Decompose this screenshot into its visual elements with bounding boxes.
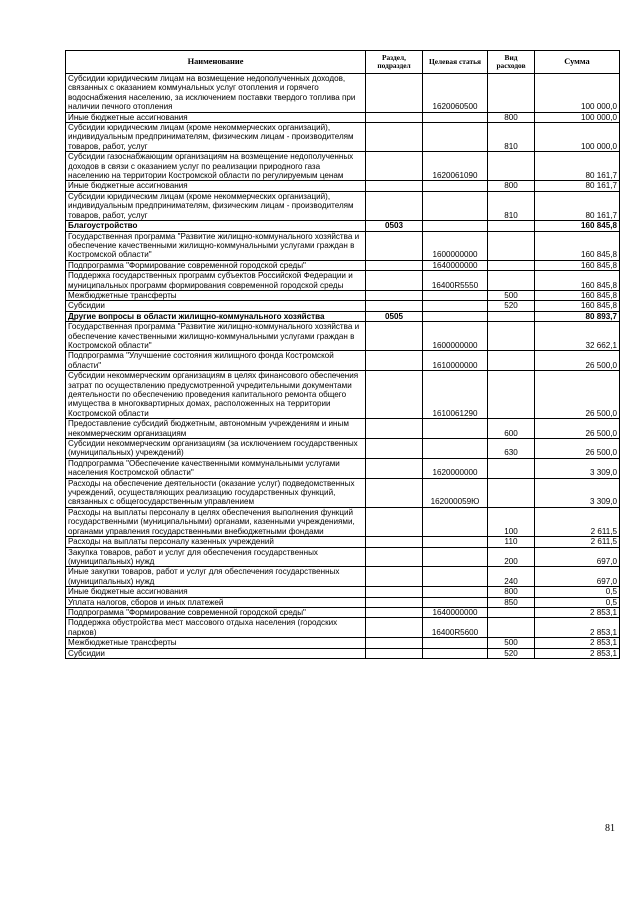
table-row (66, 322, 620, 351)
cell-section (366, 231, 423, 260)
cell-kind: 800 (488, 587, 535, 597)
page-number: 81 (605, 823, 615, 834)
cell-kind (488, 371, 535, 419)
cell-target: 1610061290 (423, 371, 488, 419)
cell-section (366, 112, 423, 122)
cell-section (366, 419, 423, 439)
cell-target (423, 648, 488, 658)
cell-kind (488, 322, 535, 351)
cell-section (366, 507, 423, 536)
cell-sum: 2 853,1 (535, 638, 620, 648)
cell-name: Уплата налогов, сборов и иных платежей (66, 597, 366, 607)
cell-section (366, 458, 423, 478)
cell-name: Подпрограмма "Обеспечение качественными коммунальными услугами населения Костромской области" (66, 458, 366, 478)
cell-sum: 697,0 (535, 567, 620, 587)
cell-name: Закупка товаров, работ и услуг для обеспечения государственных (муниципальных) нужд (66, 547, 366, 567)
cell-section (366, 567, 423, 587)
table-row (66, 152, 620, 181)
cell-target: 162000059Ю (423, 478, 488, 507)
cell-target: 1640000000 (423, 260, 488, 270)
table-row (66, 112, 620, 122)
table-row (66, 290, 620, 300)
cell-name: Государственная программа "Развитие жилищно-коммунального хозяйства и обеспечение качественными жилищно-коммунальными услугами граждан в Костромской области" (66, 231, 366, 260)
header-target: Целевая статья (423, 51, 488, 74)
cell-sum: 160 845,8 (535, 301, 620, 311)
cell-kind: 810 (488, 191, 535, 220)
cell-name: Субсидии юридическим лицам (кроме некоммерческих организаций), индивидуальным предпринимателям, физическим лицам - производителям товаров, работ, услуг (66, 123, 366, 152)
cell-target (423, 439, 488, 459)
table-row (66, 123, 620, 152)
cell-kind (488, 351, 535, 371)
table-row (66, 567, 620, 587)
cell-name: Межбюджетные трансферты (66, 638, 366, 648)
cell-name: Иные закупки товаров, работ и услуг для обеспечения государственных (муниципальных) нужд (66, 567, 366, 587)
cell-name: Межбюджетные трансферты (66, 290, 366, 300)
cell-kind (488, 478, 535, 507)
cell-sum: 26 500,0 (535, 439, 620, 459)
cell-sum: 3 309,0 (535, 478, 620, 507)
table-row (66, 547, 620, 567)
cell-sum: 160 845,8 (535, 290, 620, 300)
table-row (66, 311, 620, 321)
cell-sum: 3 309,0 (535, 458, 620, 478)
cell-section (366, 271, 423, 291)
cell-section (366, 74, 423, 113)
table-row (66, 648, 620, 658)
cell-sum: 100 000,0 (535, 123, 620, 152)
cell-sum: 26 500,0 (535, 419, 620, 439)
table-row (66, 537, 620, 547)
cell-kind: 850 (488, 597, 535, 607)
cell-name: Подпрограмма "Формирование современной городской среды" (66, 260, 366, 270)
table-row (66, 478, 620, 507)
cell-section (366, 123, 423, 152)
cell-section: 0503 (366, 221, 423, 231)
cell-sum: 160 845,8 (535, 260, 620, 270)
cell-name: Субсидии (66, 301, 366, 311)
cell-kind (488, 311, 535, 321)
table-row (66, 618, 620, 638)
cell-kind: 520 (488, 301, 535, 311)
cell-section (366, 371, 423, 419)
cell-name: Подпрограмма "Формирование современной городской среды" (66, 607, 366, 617)
cell-name: Иные бюджетные ассигнования (66, 587, 366, 597)
table-row (66, 260, 620, 270)
cell-name: Субсидии газоснабжающим организациям на возмещение недополученных доходов в связи с оказанием услуг по реализации природного газа населению на территории Костромской области по регулируемым ценам (66, 152, 366, 181)
cell-kind (488, 152, 535, 181)
cell-target (423, 419, 488, 439)
cell-kind: 240 (488, 567, 535, 587)
cell-section (366, 547, 423, 567)
cell-target: 1610000000 (423, 351, 488, 371)
cell-name: Субсидии (66, 648, 366, 658)
table-row (66, 419, 620, 439)
cell-kind (488, 458, 535, 478)
cell-section (366, 191, 423, 220)
cell-name: Расходы на выплаты персоналу казенных учреждений (66, 537, 366, 547)
cell-name: Подпрограмма "Улучшение состояния жилищного фонда Костромской области" (66, 351, 366, 371)
table-row (66, 74, 620, 113)
cell-sum: 160 845,8 (535, 231, 620, 260)
cell-target: 1620060500 (423, 74, 488, 113)
cell-name: Расходы на выплаты персоналу в целях обеспечения выполнения функций государственными (муниципальными) органами, казенными учреждениями, органами управления государственными внебюджетными фондами (66, 507, 366, 536)
cell-target: 1600000000 (423, 231, 488, 260)
table-row (66, 301, 620, 311)
cell-sum: 2 611,5 (535, 537, 620, 547)
cell-kind: 800 (488, 112, 535, 122)
cell-sum: 26 500,0 (535, 371, 620, 419)
cell-sum: 160 845,8 (535, 271, 620, 291)
cell-sum: 0,5 (535, 587, 620, 597)
cell-kind: 500 (488, 290, 535, 300)
cell-section (366, 152, 423, 181)
cell-target: 1620061090 (423, 152, 488, 181)
cell-target (423, 507, 488, 536)
table-row (66, 607, 620, 617)
table-row (66, 587, 620, 597)
cell-kind: 600 (488, 419, 535, 439)
cell-section (366, 290, 423, 300)
cell-target: 1640000000 (423, 607, 488, 617)
cell-section (366, 322, 423, 351)
cell-target (423, 547, 488, 567)
cell-section (366, 537, 423, 547)
cell-kind (488, 618, 535, 638)
cell-target (423, 311, 488, 321)
cell-sum: 2 853,1 (535, 607, 620, 617)
cell-name: Благоустройство (66, 221, 366, 231)
cell-name: Предоставление субсидий бюджетным, автономным учреждениям и иным некоммерческим организациям (66, 419, 366, 439)
cell-sum: 80 161,7 (535, 181, 620, 191)
cell-target (423, 597, 488, 607)
cell-sum: 26 500,0 (535, 351, 620, 371)
cell-target (423, 221, 488, 231)
cell-name: Поддержка обустройства мест массового отдыха населения (городских парков) (66, 618, 366, 638)
table-row (66, 231, 620, 260)
cell-name: Субсидии юридическим лицам (кроме некоммерческих организаций), индивидуальным предпринимателям, физическим лицам - производителям товаров, работ, услуг (66, 191, 366, 220)
table-row (66, 351, 620, 371)
cell-kind: 500 (488, 638, 535, 648)
table-row (66, 371, 620, 419)
cell-sum: 160 845,8 (535, 221, 620, 231)
table-row (66, 507, 620, 536)
cell-section (366, 597, 423, 607)
cell-section (366, 648, 423, 658)
table-header-row (66, 51, 620, 74)
cell-target (423, 638, 488, 648)
cell-kind (488, 607, 535, 617)
cell-kind (488, 231, 535, 260)
table-row (66, 191, 620, 220)
cell-section (366, 607, 423, 617)
header-name: Наименование (66, 51, 366, 74)
cell-target (423, 567, 488, 587)
table-row (66, 221, 620, 231)
cell-sum: 80 161,7 (535, 152, 620, 181)
cell-kind: 110 (488, 537, 535, 547)
cell-name: Государственная программа "Развитие жилищно-коммунального хозяйства и обеспечение качественными жилищно-коммунальными услугами граждан в Костромской области" (66, 322, 366, 351)
cell-name: Иные бюджетные ассигнования (66, 112, 366, 122)
cell-sum: 2 611,5 (535, 507, 620, 536)
cell-sum: 80 161,7 (535, 191, 620, 220)
cell-target (423, 301, 488, 311)
cell-target (423, 537, 488, 547)
cell-kind: 520 (488, 648, 535, 658)
budget-table (65, 50, 620, 659)
cell-kind (488, 260, 535, 270)
cell-kind: 800 (488, 181, 535, 191)
cell-sum: 2 853,1 (535, 648, 620, 658)
cell-section (366, 181, 423, 191)
header-kind: Вид расходов (488, 51, 535, 74)
cell-kind (488, 271, 535, 291)
table-row (66, 597, 620, 607)
cell-kind (488, 221, 535, 231)
cell-name: Другие вопросы в области жилищно-коммунального хозяйства (66, 311, 366, 321)
header-section: Раздел, подраздел (366, 51, 423, 74)
cell-kind: 630 (488, 439, 535, 459)
cell-target: 1600000000 (423, 322, 488, 351)
cell-section (366, 439, 423, 459)
cell-name: Иные бюджетные ассигнования (66, 181, 366, 191)
cell-name: Субсидии некоммерческим организациям в целях финансового обеспечения затрат по осуществлению предусмотренной учредительными документами деятельности по обеспечению проведения капитального ремонта общего имущества в многоквартирных домах, расположенных на территории Костромской области (66, 371, 366, 419)
cell-target (423, 112, 488, 122)
cell-section (366, 351, 423, 371)
cell-section (366, 478, 423, 507)
table-row (66, 638, 620, 648)
cell-name: Субсидии юридическим лицам на возмещение недополученных доходов, связанных с оказанием коммунальных услуг отопления и горячего водоснабжения населению, за исключением поставки твердого топлива при наличии печного отопления (66, 74, 366, 113)
table-row (66, 458, 620, 478)
cell-section (366, 587, 423, 597)
cell-target: 16400R5600 (423, 618, 488, 638)
cell-section (366, 618, 423, 638)
cell-sum: 100 000,0 (535, 74, 620, 113)
cell-section (366, 301, 423, 311)
cell-section: 0505 (366, 311, 423, 321)
cell-target (423, 587, 488, 597)
cell-kind: 810 (488, 123, 535, 152)
cell-name: Поддержка государственных программ субъектов Российской Федерации и муниципальных программ формирования современной городской среды (66, 271, 366, 291)
cell-target (423, 191, 488, 220)
cell-name: Субсидии некоммерческим организациям (за исключением государственных (муниципальных) учреждений) (66, 439, 366, 459)
cell-kind: 100 (488, 507, 535, 536)
cell-section (366, 260, 423, 270)
cell-target: 16400R5550 (423, 271, 488, 291)
table-row (66, 271, 620, 291)
cell-sum: 100 000,0 (535, 112, 620, 122)
cell-sum: 32 662,1 (535, 322, 620, 351)
cell-sum: 2 853,1 (535, 618, 620, 638)
table-row (66, 181, 620, 191)
cell-target (423, 123, 488, 152)
cell-sum: 80 893,7 (535, 311, 620, 321)
cell-target: 1620000000 (423, 458, 488, 478)
cell-section (366, 638, 423, 648)
header-sum: Сумма (535, 51, 620, 74)
cell-kind (488, 74, 535, 113)
table-row (66, 439, 620, 459)
cell-kind: 200 (488, 547, 535, 567)
table-body (66, 74, 620, 659)
cell-target (423, 181, 488, 191)
cell-target (423, 290, 488, 300)
cell-name: Расходы на обеспечение деятельности (оказание услуг) подведомственных учреждений, осуществляющих реализацию государственных функций, связанных с общегосударственным управлением (66, 478, 366, 507)
cell-sum: 697,0 (535, 547, 620, 567)
cell-sum: 0,5 (535, 597, 620, 607)
